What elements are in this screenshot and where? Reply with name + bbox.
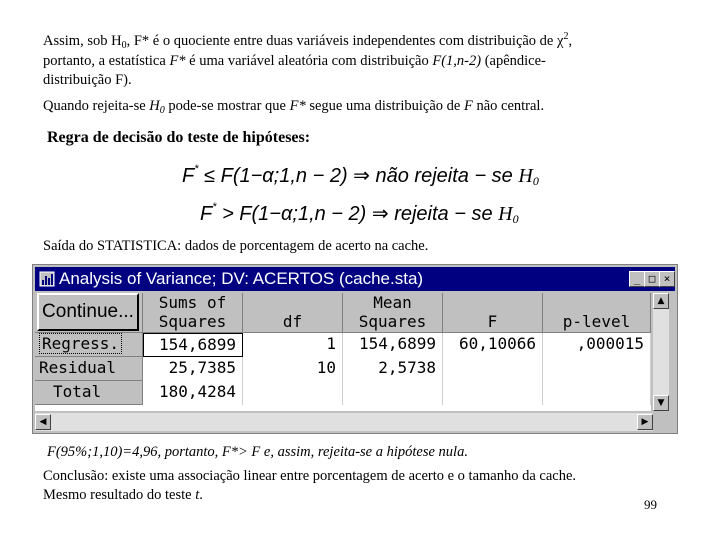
table-cell-ms-regress[interactable]: 154,6899 <box>343 333 443 357</box>
table-cell-p-regress[interactable]: ,000015 <box>543 333 651 357</box>
col-header-ss[interactable]: Sums of Squares <box>143 293 243 333</box>
table-cell-ss-regress[interactable]: 154,6899 <box>143 333 243 357</box>
table-cell-ss-residual[interactable]: 25,7385 <box>143 357 243 381</box>
table-cell-ss-total[interactable]: 180,4284 <box>143 381 243 405</box>
minimize-icon[interactable]: _ <box>629 271 645 287</box>
intro-line-1: Assim, sob $H_0$, F* é o quociente entre duas variáveis independentes com distribuição de $\chi^2$, <box>43 31 573 51</box>
intro-line-3: distribuição F). <box>43 72 132 88</box>
horizontal-scrollbar[interactable] <box>35 413 653 431</box>
close-icon[interactable]: × <box>659 271 675 287</box>
statistica-caption: Saída do STATISTICA: dados de porcentagem de acerto na cache. <box>43 238 429 254</box>
col-header-ms[interactable]: Mean Squares <box>343 293 443 333</box>
col-header-f[interactable]: F <box>443 293 543 333</box>
intro-line-2: portanto, a estatística F* é uma variável aleatória com distribuição F(1,n-2) (apêndice- <box>43 53 546 69</box>
table-cell-p-total[interactable] <box>543 381 651 405</box>
conclusion-line-2: Mesmo resultado do teste t. <box>43 487 203 503</box>
table-cell-f-residual[interactable] <box>443 357 543 381</box>
scroll-left-icon[interactable]: ◀ <box>35 414 51 430</box>
anova-table <box>35 293 651 411</box>
rejection-note: Quando rejeita-se $H_0$ pode-se mostrar que F* segue uma distribuição de F não central. <box>43 98 545 116</box>
f-comparison: F(95%;1,10)=4,96, portanto, F*> F e, assim, rejeita-se a hipótese nula. <box>47 444 468 460</box>
continue-button[interactable]: Continue... <box>37 293 139 331</box>
scroll-up-icon[interactable]: ▲ <box>653 293 669 309</box>
table-cell-df-total[interactable] <box>243 381 343 405</box>
window-titlebar[interactable] <box>35 267 675 291</box>
row-header-total[interactable]: Total <box>35 381 143 405</box>
table-cell-df-residual[interactable]: 10 <box>243 357 343 381</box>
vertical-scrollbar[interactable] <box>653 293 669 411</box>
table-cell-ms-residual[interactable]: 2,5738 <box>343 357 443 381</box>
formula-not-reject: F* ≤ F(1−α;1,n − 2) ⇒ não rejeita − se $H_0$ <box>182 163 539 188</box>
decision-rule-heading: Regra de decisão do teste de hipóteses: <box>47 129 311 146</box>
window-title: Analysis of Variance; DV: ACERTOS (cache.sta) <box>59 269 424 288</box>
conclusion-line-1: Conclusão: existe uma associação linear entre porcentagem de acerto e o tamanho da cache. <box>43 468 577 484</box>
app-icon <box>39 271 55 287</box>
scroll-down-icon[interactable]: ▼ <box>653 395 669 411</box>
scroll-right-icon[interactable]: ▶ <box>637 414 653 430</box>
table-cell-p-residual[interactable] <box>543 357 651 381</box>
anova-window <box>32 264 678 434</box>
maximize-icon[interactable]: □ <box>644 271 660 287</box>
col-header-p[interactable]: p-level <box>543 293 651 333</box>
table-cell-df-regress[interactable]: 1 <box>243 333 343 357</box>
table-cell-f-total[interactable] <box>443 381 543 405</box>
formula-reject: F* > F(1−α;1,n − 2) ⇒ rejeita − se $H_0$ <box>200 201 519 226</box>
row-header-regress[interactable]: Regress. <box>35 333 143 357</box>
page-number: 99 <box>644 497 657 512</box>
corner-cell <box>35 293 143 333</box>
row-header-residual[interactable]: Residual <box>35 357 143 381</box>
table-cell-f-regress[interactable]: 60,10066 <box>443 333 543 357</box>
col-header-df[interactable]: df <box>243 293 343 333</box>
table-cell-ms-total[interactable] <box>343 381 443 405</box>
